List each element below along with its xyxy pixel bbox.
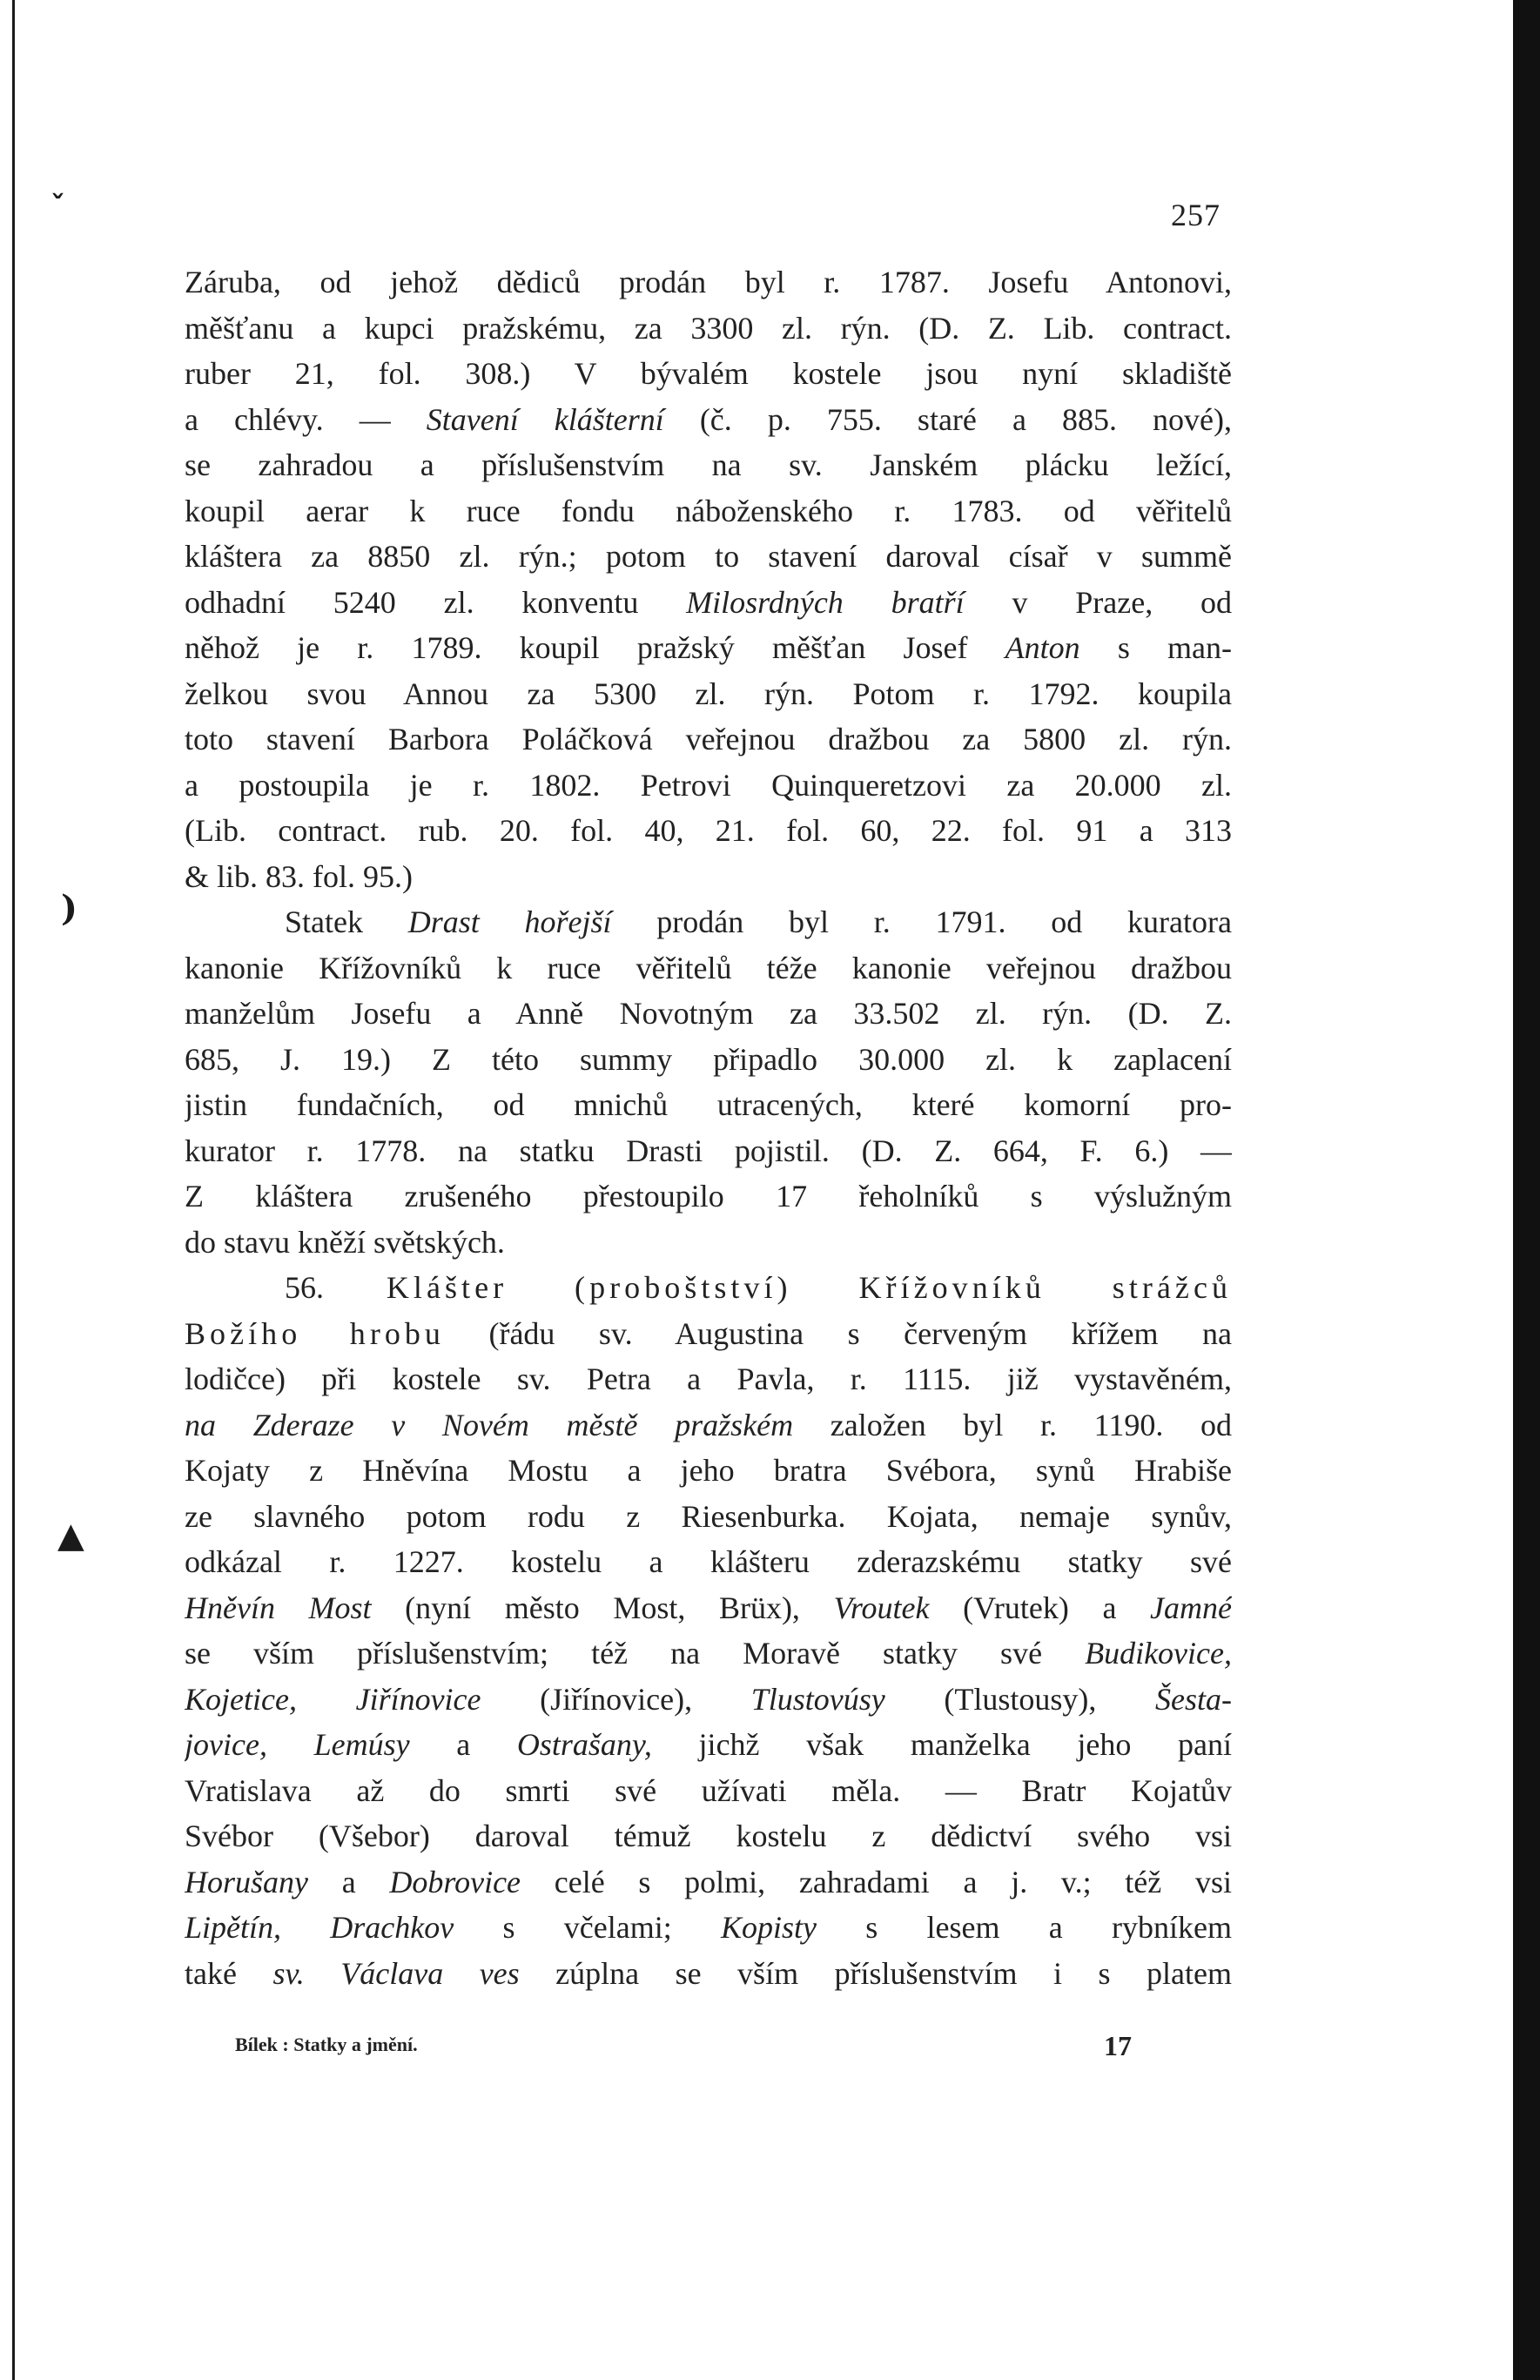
body-text xyxy=(185,259,1232,1996)
text-run: jichž však manželka jeho paní xyxy=(651,1727,1232,1762)
italic-name: sv. Václava ves xyxy=(272,1955,520,1991)
text-run: založen byl r. 1190. od xyxy=(793,1407,1232,1442)
text-run: zúplna se vším příslušenstvím i s platem xyxy=(519,1955,1232,1991)
text-line xyxy=(185,1630,1232,1677)
text-line xyxy=(185,1265,1232,1311)
footer-title: Bílek : Statky a jmění. xyxy=(235,2034,418,2055)
text-run: koupil aerar k ruce fondu náboženského r. 1783. od věřitelů xyxy=(185,493,1232,528)
text-run: kanonie Křížovníků k ruce věřitelů téže kanonie veřejnou dražbou xyxy=(185,950,1232,985)
spaced-heading: Božího hrobu xyxy=(185,1315,445,1351)
text-run: něhož je r. 1789. koupil pražský měšťan Josef xyxy=(185,630,1005,665)
text-run: a chlévy. — xyxy=(185,401,427,437)
text-line xyxy=(185,580,1232,626)
text-run: celé s polmi, zahradami a j. v.; též vsi xyxy=(521,1864,1232,1899)
text-line xyxy=(185,808,1232,854)
italic-name: Jamné xyxy=(1150,1590,1232,1625)
text-line xyxy=(185,397,1232,443)
italic-name: jovice, Lemúsy xyxy=(185,1727,410,1762)
text-line xyxy=(185,1905,1232,1951)
text-line xyxy=(185,854,1232,900)
text-line xyxy=(185,488,1232,534)
text-line xyxy=(185,1585,1232,1631)
text-line xyxy=(185,1220,1232,1266)
text-line xyxy=(185,1768,1232,1814)
text-run: 685, J. 19.) Z této summy připadlo 30.000 zl. k zaplacení xyxy=(185,1041,1232,1077)
italic-name: Ostrašany, xyxy=(516,1727,652,1762)
text-line xyxy=(185,625,1232,671)
text-run: a postoupila je r. 1802. Petrovi Quinqueretzovi za 20.000 zl. xyxy=(185,767,1232,803)
text-run: s lesem a rybníkem xyxy=(817,1910,1232,1945)
text-line xyxy=(185,763,1232,809)
text-line xyxy=(185,1448,1232,1494)
text-run: Statek xyxy=(285,904,408,939)
text-line xyxy=(185,1037,1232,1083)
text-run: lodičce) při kostele sv. Petra a Pavla, r. 1115. již vystavěném, xyxy=(185,1361,1232,1396)
text-run: měšťanu a kupci pražskému, za 3300 zl. rýn. (D. Z. Lib. contract. xyxy=(185,310,1232,346)
italic-name: Šesta- xyxy=(1155,1681,1232,1717)
text-line xyxy=(185,1539,1232,1585)
page-footer xyxy=(235,2030,1132,2068)
text-run: ze slavného potom rodu z Riesenburka. Kojata, nemaje synův, xyxy=(185,1498,1232,1534)
spaced-heading: Klášter (proboštství) Křížovníků strážců xyxy=(386,1270,1232,1305)
margin-mark: ) xyxy=(61,888,77,929)
text-run: Z kláštera zrušeného přestoupilo 17 řeholníků s výslužným xyxy=(185,1179,1232,1214)
text-run: prodán byl r. 1791. od kuratora xyxy=(611,904,1232,939)
text-line xyxy=(185,716,1232,763)
text-run: s včelami; xyxy=(454,1910,721,1945)
text-line xyxy=(185,351,1232,397)
text-line xyxy=(185,945,1232,992)
text-run: (řádu sv. Augustina s červeným křížem na xyxy=(444,1315,1232,1351)
text-line xyxy=(185,1813,1232,1859)
text-run: a xyxy=(308,1864,390,1899)
text-line xyxy=(185,1311,1232,1357)
text-run: Kojaty z Hněvína Mostu a jeho bratra Svébora, synů Hrabiše xyxy=(185,1453,1232,1488)
text-line xyxy=(185,1677,1232,1723)
text-line xyxy=(185,1722,1232,1768)
italic-name: Kojetice, Jiřínovice xyxy=(185,1681,481,1717)
page-number: 257 xyxy=(1171,198,1221,232)
text-line xyxy=(185,991,1232,1037)
text-run: (nyní město Most, Brüx), xyxy=(371,1590,834,1625)
text-line xyxy=(185,899,1232,945)
italic-name: Milosrdných bratří xyxy=(686,584,965,620)
text-line xyxy=(185,1402,1232,1449)
text-run: (Vrutek) a xyxy=(929,1590,1151,1625)
text-run: želkou svou Annou za 5300 zl. rýn. Potom r. 1792. koupila xyxy=(185,676,1232,711)
text-run: a xyxy=(409,1727,517,1762)
text-run: se vším příslušenstvím; též na Moravě statky své xyxy=(185,1636,1086,1671)
italic-name: Drast hořejší xyxy=(407,904,612,939)
text-run: (Tlustousy), xyxy=(884,1681,1156,1717)
text-run: jistin fundačních, od mnichů utracených, které komorní pro- xyxy=(185,1087,1232,1122)
text-run: odkázal r. 1227. kostelu a klášteru zderazskému statky své xyxy=(185,1544,1232,1579)
text-run: (Jiřínovice), xyxy=(481,1681,751,1717)
text-run: kláštera za 8850 zl. rýn.; potom to stavení daroval císař v summě xyxy=(185,539,1232,574)
text-run: odhadní 5240 zl. konventu xyxy=(185,584,687,620)
binding-line xyxy=(12,0,15,2380)
text-line xyxy=(185,1951,1232,1997)
text-run: 56. xyxy=(285,1270,387,1305)
text-run: manželům Josefu a Anně Novotným za 33.502 zl. rýn. (D. Z. xyxy=(185,996,1232,1031)
text-run: také xyxy=(185,1955,273,1991)
text-run: kurator r. 1778. na statku Drasti pojistil. (D. Z. 664, F. 6.) — xyxy=(185,1133,1232,1168)
scan-edge xyxy=(1513,0,1540,2380)
text-line xyxy=(185,1128,1232,1174)
text-line xyxy=(185,1356,1232,1402)
text-line xyxy=(185,1173,1232,1220)
text-run: (Lib. contract. rub. 20. fol. 40, 21. fol. 60, 22. fol. 91 a 313 xyxy=(185,813,1232,848)
italic-name: Anton xyxy=(1005,630,1080,665)
text-run: ruber 21, fol. 308.) V bývalém kostele jsou nyní skladiště xyxy=(185,356,1232,391)
text-run: Svébor (Všebor) daroval témuž kostelu z dědictví svého vsi xyxy=(185,1819,1232,1853)
text-run: & lib. 83. fol. 95.) xyxy=(185,858,413,894)
text-run: se zahradou a příslušenstvím na sv. Janském plácku ležící, xyxy=(185,447,1232,482)
text-line xyxy=(185,1859,1232,1906)
signature-mark: 17 xyxy=(1104,2030,1132,2061)
text-line xyxy=(185,1082,1232,1128)
text-line xyxy=(185,442,1232,488)
text-run: toto stavení Barbora Poláčková veřejnou dražbou za 5800 zl. rýn. xyxy=(185,722,1232,756)
italic-name: Vroutek xyxy=(833,1590,930,1625)
italic-name: Dobrovice xyxy=(389,1864,521,1899)
italic-name: Hněvín Most xyxy=(185,1590,372,1625)
italic-name: Tlustovúsy xyxy=(750,1681,885,1717)
text-line xyxy=(185,259,1232,306)
italic-name: na Zderaze v Novém městě pražském xyxy=(185,1407,794,1442)
text-run: do stavu kněží světských. xyxy=(185,1224,505,1260)
text-run: Záruba, od jehož dědiců prodán byl r. 1787. Josefu Antonovi, xyxy=(185,265,1232,299)
text-line xyxy=(185,671,1232,717)
text-line xyxy=(185,534,1232,580)
text-line xyxy=(185,1494,1232,1540)
italic-name: Horušany xyxy=(185,1864,308,1899)
text-run: (č. p. 755. staré a 885. nové), xyxy=(663,401,1232,437)
text-run: v Praze, od xyxy=(964,584,1232,620)
margin-mark: ˇ xyxy=(50,190,65,225)
italic-name: Kopisty xyxy=(720,1910,817,1945)
italic-name: Stavení klášterní xyxy=(426,401,664,437)
italic-name: Budikovice, xyxy=(1085,1636,1232,1671)
margin-mark: ▲ xyxy=(57,1515,84,1556)
text-run: s man- xyxy=(1079,630,1232,665)
text-run: Vratislava až do smrti své užívati měla. — Bratr Kojatův xyxy=(185,1772,1232,1808)
text-line xyxy=(185,306,1232,352)
italic-name: Lipětín, Drachkov xyxy=(185,1910,454,1945)
